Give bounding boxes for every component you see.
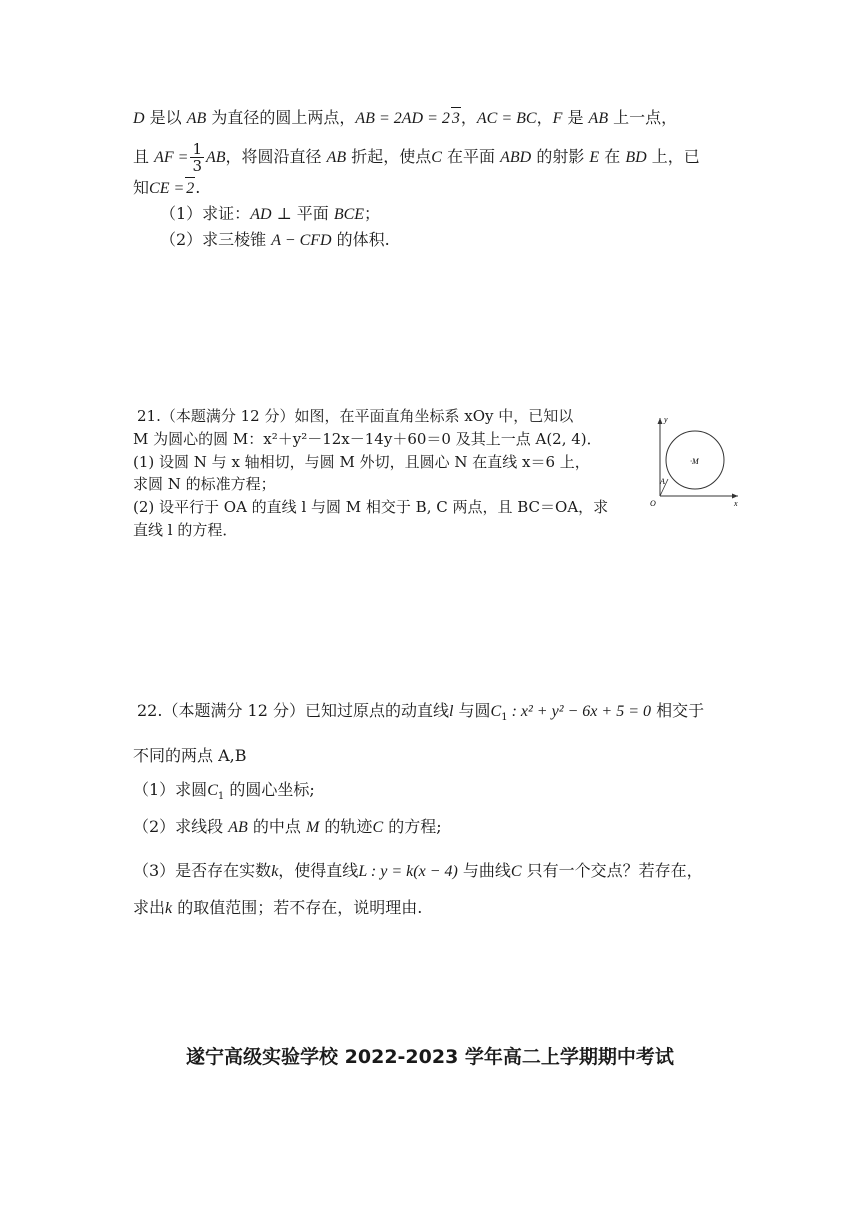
text: 在平面 <box>441 147 501 166</box>
text: 且 <box>133 147 155 166</box>
text: 的中点 <box>247 817 307 836</box>
q21-line-3: (1) 设圆 N 与 x 轴相切，与圆 M 外切，且圆心 N 在直线 x＝6 上， <box>133 453 590 471</box>
text: 的体积. <box>331 230 390 249</box>
q20-line-2 <box>133 141 700 174</box>
math-var: AB <box>205 149 226 166</box>
math-var: k <box>165 900 173 917</box>
math-expr: AF = <box>154 149 189 166</box>
math-var: AB <box>326 149 347 166</box>
sqrt-radicand: 3 <box>451 107 461 130</box>
text: ，使得直线 <box>278 861 359 880</box>
math-var: M <box>306 819 320 836</box>
math-var: AB <box>588 110 609 127</box>
text: ，将圆沿直径 <box>225 147 327 166</box>
math-var: BD <box>625 149 647 166</box>
label-a: A <box>660 477 665 486</box>
fraction-numerator: 1 <box>192 140 202 158</box>
math-var: C <box>431 149 442 166</box>
text: 的方程; <box>383 817 442 836</box>
math-var: l <box>448 703 454 720</box>
text: 是以 <box>144 108 187 127</box>
math-var: AD <box>250 206 272 223</box>
text: 折起，使点 <box>346 147 432 166</box>
text: 的轨迹 <box>319 817 373 836</box>
q22-part-1 <box>133 779 315 808</box>
math-expr: AC = BC <box>476 110 537 127</box>
text: 在 <box>599 147 626 166</box>
text: 相交于 <box>651 701 705 720</box>
q21-line-1: 21.（本题满分 12 分）如图，在平面直角坐标系 xOy 中，已知以 <box>137 407 574 425</box>
math-var: ABD <box>500 149 532 166</box>
subscript: 1 <box>217 791 225 803</box>
text: （1）求圆 <box>133 780 208 799</box>
y-axis-arrow <box>658 418 663 424</box>
math-var: BCE <box>333 206 365 223</box>
subscript: 1 <box>501 712 508 724</box>
math-var: E <box>589 149 600 166</box>
math-var: AB <box>186 110 207 127</box>
text: 与曲线 <box>457 861 511 880</box>
text: . <box>195 178 201 197</box>
q20-line-1 <box>133 107 677 130</box>
math-expr: AB = 2AD = 2 <box>355 110 450 127</box>
q20-part-2 <box>160 229 390 252</box>
q22-line-2: 不同的两点 A,B <box>133 746 247 765</box>
label-o: O <box>650 499 656 508</box>
q21-line-6: 直线 l 的方程． <box>133 521 238 539</box>
q22-line-1 <box>137 700 704 729</box>
math-var: AB <box>228 819 248 836</box>
label-x: x <box>734 499 738 508</box>
sqrt-radicand: 2 <box>185 177 195 200</box>
math-var: k <box>271 863 279 880</box>
text: （2）求线段 <box>133 817 229 836</box>
math-expr: CE = <box>149 180 185 197</box>
text: ， <box>536 108 553 127</box>
math-var: C <box>490 703 502 720</box>
fraction <box>190 141 204 174</box>
text: 知 <box>133 178 150 197</box>
text: 上，已 <box>646 147 700 166</box>
q22-part-3-cont <box>133 897 422 920</box>
coordinate-figure <box>644 414 744 510</box>
q20-part-1 <box>160 203 380 226</box>
school-exam-title: 遂宁高级实验学校 2022-2023 学年高二上学期期中考试 <box>186 1046 674 1068</box>
q22-part-3 <box>133 860 703 883</box>
text: ， <box>460 108 477 127</box>
math-var: C <box>207 782 218 799</box>
text: （3）是否存在实数 <box>133 861 272 880</box>
q21-line-4: 求圆 N 的标准方程； <box>133 475 276 493</box>
text: 的圆心坐标; <box>224 780 315 799</box>
math-expr: L : y = k(x − 4) <box>358 863 458 880</box>
text: 求出 <box>133 898 166 917</box>
math-var: D <box>133 110 145 127</box>
q22-part-2 <box>133 816 442 839</box>
text: 22.（本题满分 12 分）已知过原点的动直线 <box>137 701 449 720</box>
q21-line-2: M 为圆心的圆 M：x²＋y²－12x－14y＋60＝0 及其上一点 A(2, 4)． <box>133 430 602 448</box>
text: ⊥ 平面 <box>271 204 334 223</box>
text: 只有一个交点？若存在， <box>521 861 703 880</box>
text: （1）求证： <box>160 204 251 223</box>
text: （2）求三棱锥 <box>160 230 272 249</box>
label-y: y <box>664 415 668 424</box>
fraction-denominator: 3 <box>192 157 202 175</box>
math-var: C <box>510 863 522 880</box>
label-m: ·M <box>690 457 699 466</box>
text: 与圆 <box>453 701 491 720</box>
text: 是 <box>562 108 589 127</box>
math-expr: A − CFD <box>271 232 332 249</box>
q21-line-5: (2) 设平行于 OA 的直线 l 与圆 M 相交于 B, C 两点，且 BC＝OA，求 <box>133 498 609 516</box>
text: 上一点， <box>608 108 678 127</box>
text: 为直径的圆上两点， <box>206 108 356 127</box>
text: ； <box>364 204 381 223</box>
math-var: F <box>552 110 563 127</box>
q20-line-3 <box>133 177 200 200</box>
text: 的射影 <box>531 147 590 166</box>
x-axis-arrow <box>732 494 738 499</box>
text: 的取值范围；若不存在，说明理由. <box>172 898 423 917</box>
math-var: C <box>372 819 384 836</box>
math-expr: : x² + y² − 6x + 5 = 0 <box>507 703 651 720</box>
